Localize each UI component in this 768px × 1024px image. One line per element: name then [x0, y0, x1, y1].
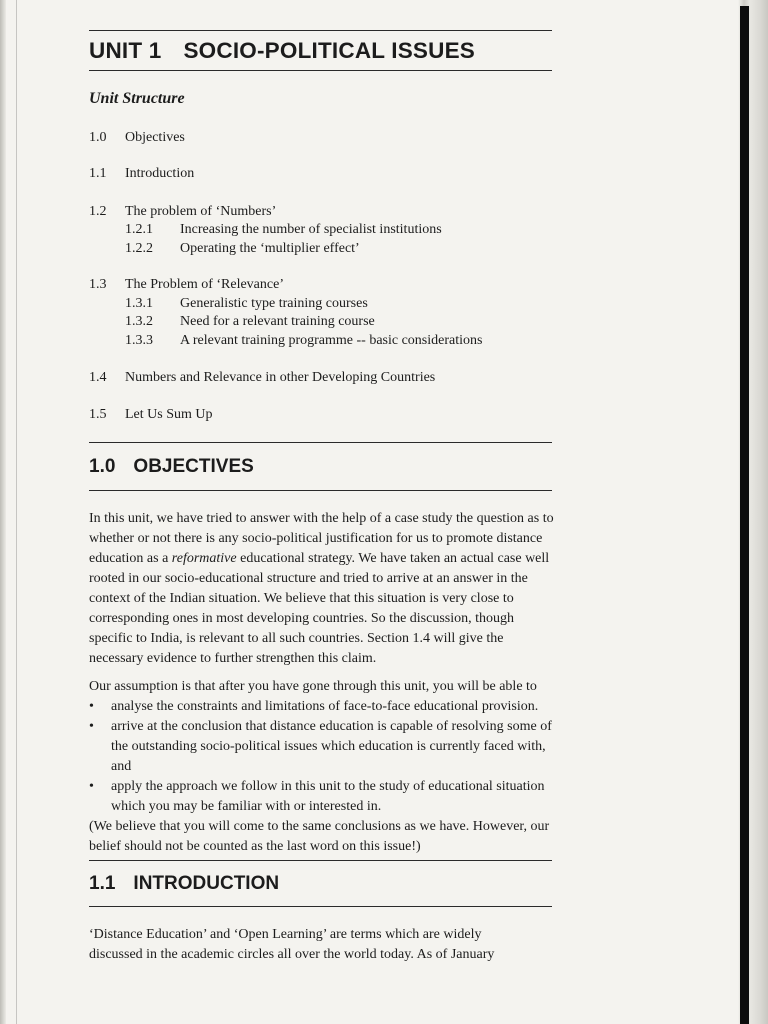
- introduction-top-rule: [89, 860, 552, 861]
- toc-number: 1.2: [89, 204, 107, 219]
- toc-label: Let Us Sum Up: [125, 407, 213, 422]
- section-title: OBJECTIVES: [133, 456, 254, 477]
- title-top-rule: [89, 30, 552, 31]
- paragraph-text: In this unit, we have tried to answer with the help of a case study the question as to whether or not there is any socio-political justification for us to promote distance education as a: [89, 511, 554, 566]
- objectives-list: [89, 697, 559, 817]
- toc-label: Increasing the number of specialist institutions: [180, 222, 442, 237]
- toc-label: Operating the ‘multiplier effect’: [180, 241, 360, 256]
- objectives-list-block: [89, 677, 559, 857]
- introduction-paragraph: ‘Distance Education’ and ‘Open Learning’ are terms which are widely discussed in the academic circles all over the world today. As of January: [89, 927, 495, 962]
- scan-left-edge: [0, 0, 6, 1024]
- toc-number: 1.5: [89, 407, 107, 422]
- toc-item: [89, 165, 194, 183]
- toc-number: 1.2.2: [125, 241, 153, 256]
- introduction-heading: [89, 873, 279, 895]
- title-bottom-rule: [89, 70, 552, 71]
- toc-item: [89, 276, 284, 294]
- toc-item: [89, 203, 276, 221]
- toc-label: Generalistic type training courses: [180, 296, 368, 311]
- list-item: • apply the approach we follow in this unit to the study of educational situation which you may be familiar with or interested in.: [89, 777, 559, 817]
- objectives-top-rule: [89, 442, 552, 443]
- section-number: 1.1: [89, 873, 116, 894]
- list-intro: Our assumption is that after you have gone through this unit, you will be able to: [89, 679, 537, 694]
- toc-number: 1.1: [89, 166, 107, 181]
- paragraph-text: educational strategy. We have taken an actual case well rooted in our socio-educational structure and tried to arrive at an answer in the context of the Indian situation. We believe that this situation is very close to corresponding ones in most developing countries. So the discussion, though specific to India, is relevant to all such countries. Section 1.4 will give the necessary evidence to further strengthen this claim.: [89, 551, 550, 666]
- unit-title-text: SOCIO-POLITICAL ISSUES: [183, 38, 475, 63]
- toc-subitem: [125, 313, 375, 331]
- scan-left-shadow: [16, 0, 17, 1024]
- toc-label: The Problem of ‘Relevance’: [125, 277, 284, 292]
- toc-item: [89, 369, 435, 387]
- toc-item: [89, 406, 213, 424]
- toc-label: Need for a relevant training course: [180, 314, 375, 329]
- toc-subitem: [125, 332, 482, 350]
- toc-label: A relevant training programme -- basic considerations: [180, 333, 483, 348]
- unit-number: UNIT 1: [89, 38, 162, 63]
- introduction-bottom-rule: [89, 906, 552, 907]
- toc-item: [89, 129, 185, 147]
- toc-subitem: [125, 221, 442, 239]
- toc-subitem: [125, 240, 360, 258]
- toc-number: 1.2.1: [125, 222, 153, 237]
- section-title: INTRODUCTION: [133, 873, 280, 894]
- toc-number: 1.3: [89, 277, 107, 292]
- list-item: • arrive at the conclusion that distance education is capable of resolving some of the outstanding socio-political issues which education is currently faced with, and: [89, 717, 559, 777]
- toc-number: 1.0: [89, 130, 107, 145]
- objectives-heading: [89, 456, 254, 478]
- list-closing: (We believe that you will come to the same conclusions as we have. However, our belief should not be counted as the last word on this issue!): [89, 819, 550, 854]
- toc-label: Numbers and Relevance in other Developing Countries: [125, 370, 436, 385]
- unit-title: [89, 38, 475, 64]
- toc-number: 1.3.2: [125, 314, 153, 329]
- objectives-paragraph: [89, 509, 559, 669]
- toc-subitem: [125, 295, 368, 313]
- section-number: 1.0: [89, 456, 116, 477]
- scan-binding-bar: [740, 6, 749, 1024]
- toc-label: The problem of ‘Numbers’: [125, 204, 277, 219]
- toc-number: 1.4: [89, 370, 107, 385]
- toc-number: 1.3.3: [125, 333, 153, 348]
- objectives-bottom-rule: [89, 490, 552, 491]
- toc-number: 1.3.1: [125, 296, 153, 311]
- unit-structure-heading: Unit Structure: [89, 90, 185, 107]
- toc-label: Objectives: [125, 130, 185, 145]
- toc-label: Introduction: [125, 166, 195, 181]
- emphasis-text: reformative: [171, 551, 237, 566]
- list-item: • analyse the constraints and limitations of face-to-face educational provision.: [89, 697, 559, 717]
